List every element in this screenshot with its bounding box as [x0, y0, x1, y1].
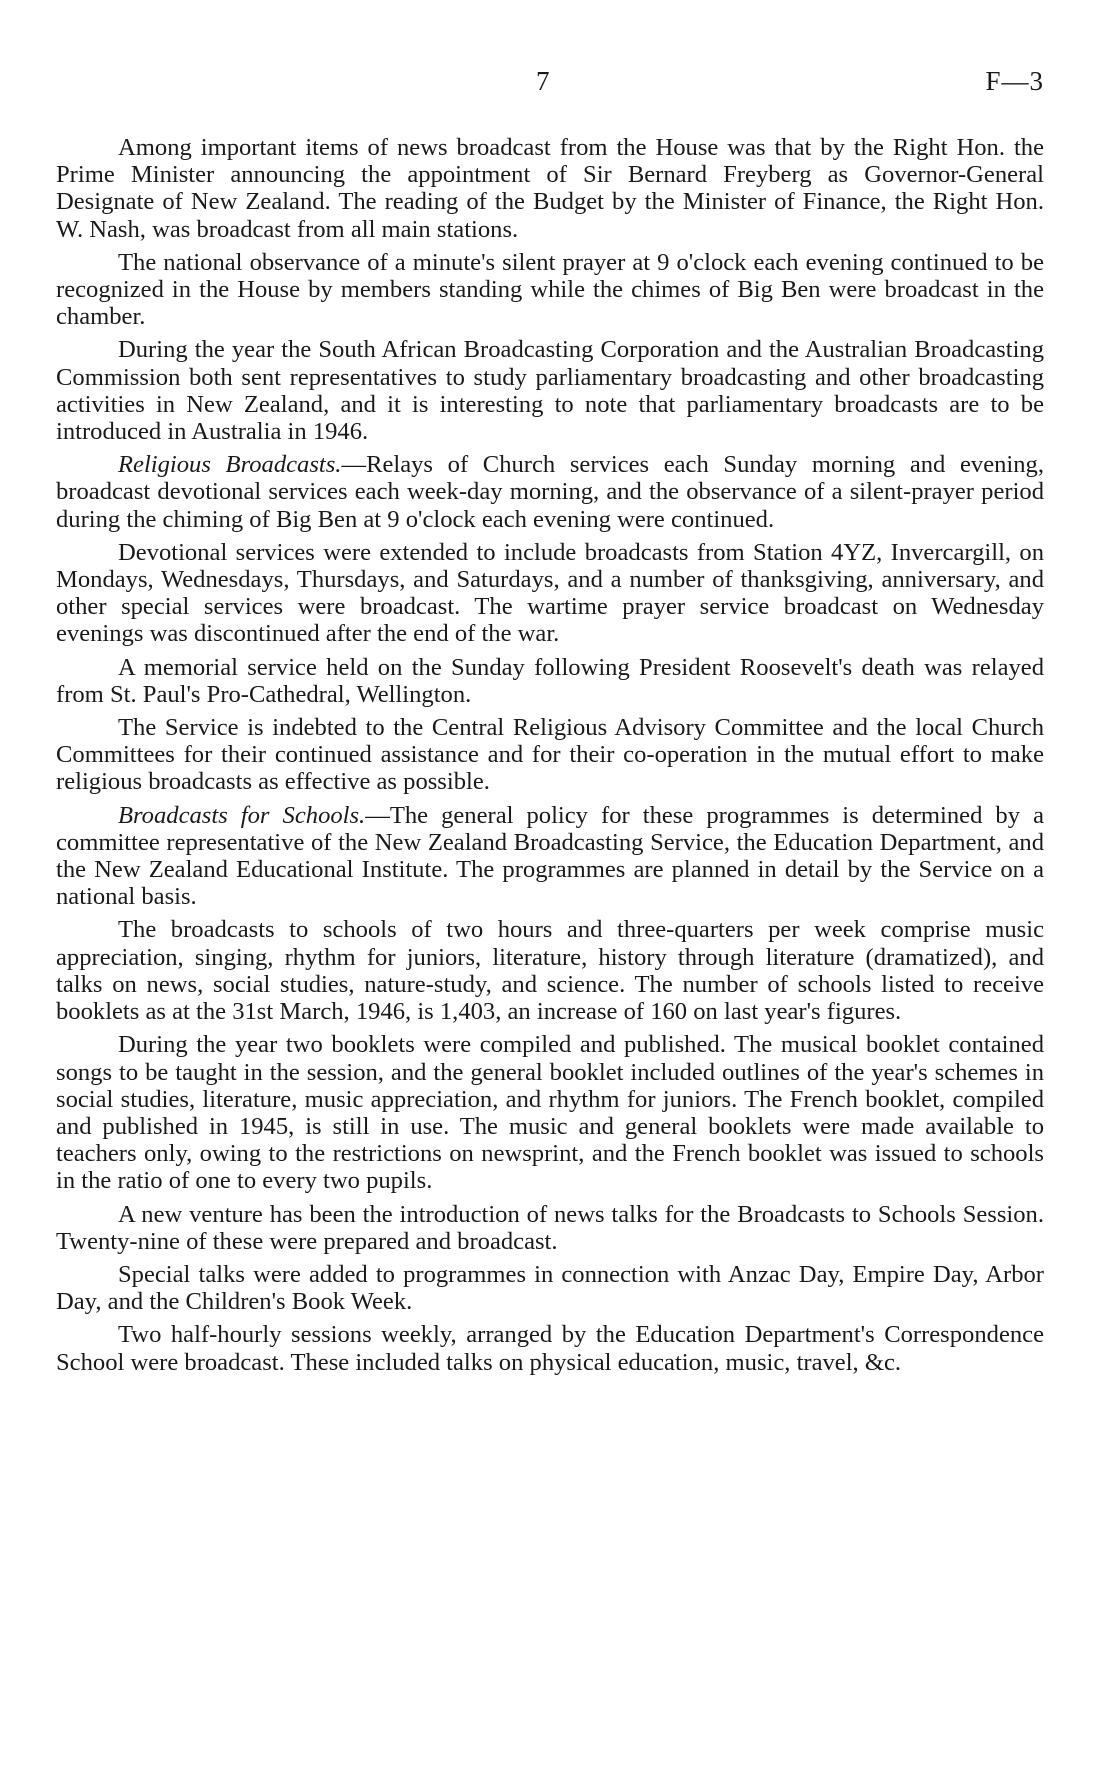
- document-reference: F—3: [985, 66, 1044, 96]
- paragraph: [56, 451, 1044, 533]
- paragraph-text: During the year two booklets were compiled and published. The musical booklet contained songs to be taught in the session, and the general booklet included outlines of the year's schemes in social studies, literature, music appreciation, and rhythm for juniors. The French booklet, compiled and published in 1945, is still in use. The music and general booklets were made available to teachers only, owing to the restrictions on newsprint, and the French booklet was issued to schools in the ratio of one to every two pupils.: [56, 1031, 1044, 1195]
- paragraph-text: A memorial service held on the Sunday following President Roosevelt's death was relayed from St. Paul's Pro-Cathedral, Wellington.: [56, 653, 1044, 708]
- paragraph: [56, 714, 1044, 796]
- paragraph-text: Two half-hourly sessions weekly, arranged by the Education Department's Correspondence School were broadcast. These included talks on physical education, music, travel, &c.: [56, 1321, 1044, 1376]
- paragraph: [56, 336, 1044, 445]
- paragraph: [56, 249, 1044, 331]
- paragraph: [56, 654, 1044, 708]
- paragraph-text: The broadcasts to schools of two hours and three-quarters per week comprise music appreciation, singing, rhythm for juniors, literature, history through literature (dramatized), and talks on news, social studies, nature-study, and science. The number of schools listed to receive booklets as at the 31st March, 1946, is 1,403, an increase of 160 on last year's figures.: [56, 916, 1044, 1026]
- paragraph: [56, 134, 1044, 243]
- paragraph-text: Devotional services were extended to include broadcasts from Station 4YZ, Invercargill, on Mondays, Wednesdays, Thursdays, and Saturdays, and a number of thanksgiving, anniversary, and other special services were broadcast. The wartime prayer service broadcast on Wednesday evenings was discontinued after the end of the war.: [56, 538, 1044, 648]
- paragraph-text: During the year the South African Broadcasting Corporation and the Australian Broadcasting Commission both sent representatives to study parliamentary broadcasting and other broadcasting activities in New Zealand, and it is interesting to note that parliamentary broadcasts are to be introduced in Australia in 1946.: [56, 336, 1044, 446]
- paragraph: [56, 802, 1044, 911]
- paragraph-text: —The general policy for these programmes is determined by a committee representative of the New Zealand Broadcasting Service, the Education Department, and the New Zealand Educational Institute. The programmes are planned in detail by the Service on a national basis.: [56, 801, 1044, 911]
- paragraph-text: Special talks were added to programmes in connection with Anzac Day, Empire Day, Arbor Day, and the Children's Book Week.: [56, 1260, 1044, 1316]
- page-header: [0, 66, 1114, 106]
- paragraph-text: —Relays of Church services each Sunday morning and evening, broadcast devotional services each week-day morning, and the observance of a silent-prayer period during the chiming of Big Ben at 9 o'clock each evening were continued.: [56, 451, 1044, 533]
- paragraph: [56, 1031, 1044, 1194]
- document-body: [56, 134, 1044, 1382]
- paragraph: [56, 1201, 1044, 1255]
- paragraph: [56, 916, 1044, 1025]
- paragraph-text: The national observance of a minute's silent prayer at 9 o'clock each evening continued to be recognized in the House by members standing while the chimes of Big Ben were broadcast in the chamber.: [56, 248, 1044, 331]
- paragraph: [56, 1261, 1044, 1315]
- paragraph: [56, 1321, 1044, 1375]
- paragraph: [56, 539, 1044, 648]
- section-heading: Religious Broadcasts.: [118, 451, 342, 479]
- paragraph-text: Among important items of news broadcast from the House was that by the Right Hon. the Prime Minister announcing the appointment of Sir Bernard Freyberg as Governor-General Designate of New Zealand. The reading of the Budget by the Minister of Finance, the Right Hon. W. Nash, was broadcast from all main stations.: [56, 134, 1044, 243]
- paragraph-text: The Service is indebted to the Central Religious Advisory Committee and the local Church Committees for their continued assistance and for their co-operation in the mutual effort to make religious broadcasts as effective as possible.: [56, 714, 1044, 796]
- page-number: 7: [536, 66, 550, 96]
- section-heading: Broadcasts for Schools.: [118, 801, 366, 829]
- paragraph-text: A new venture has been the introduction of news talks for the Broadcasts to Schools Session. Twenty-nine of these were prepared and broadcast.: [56, 1200, 1044, 1255]
